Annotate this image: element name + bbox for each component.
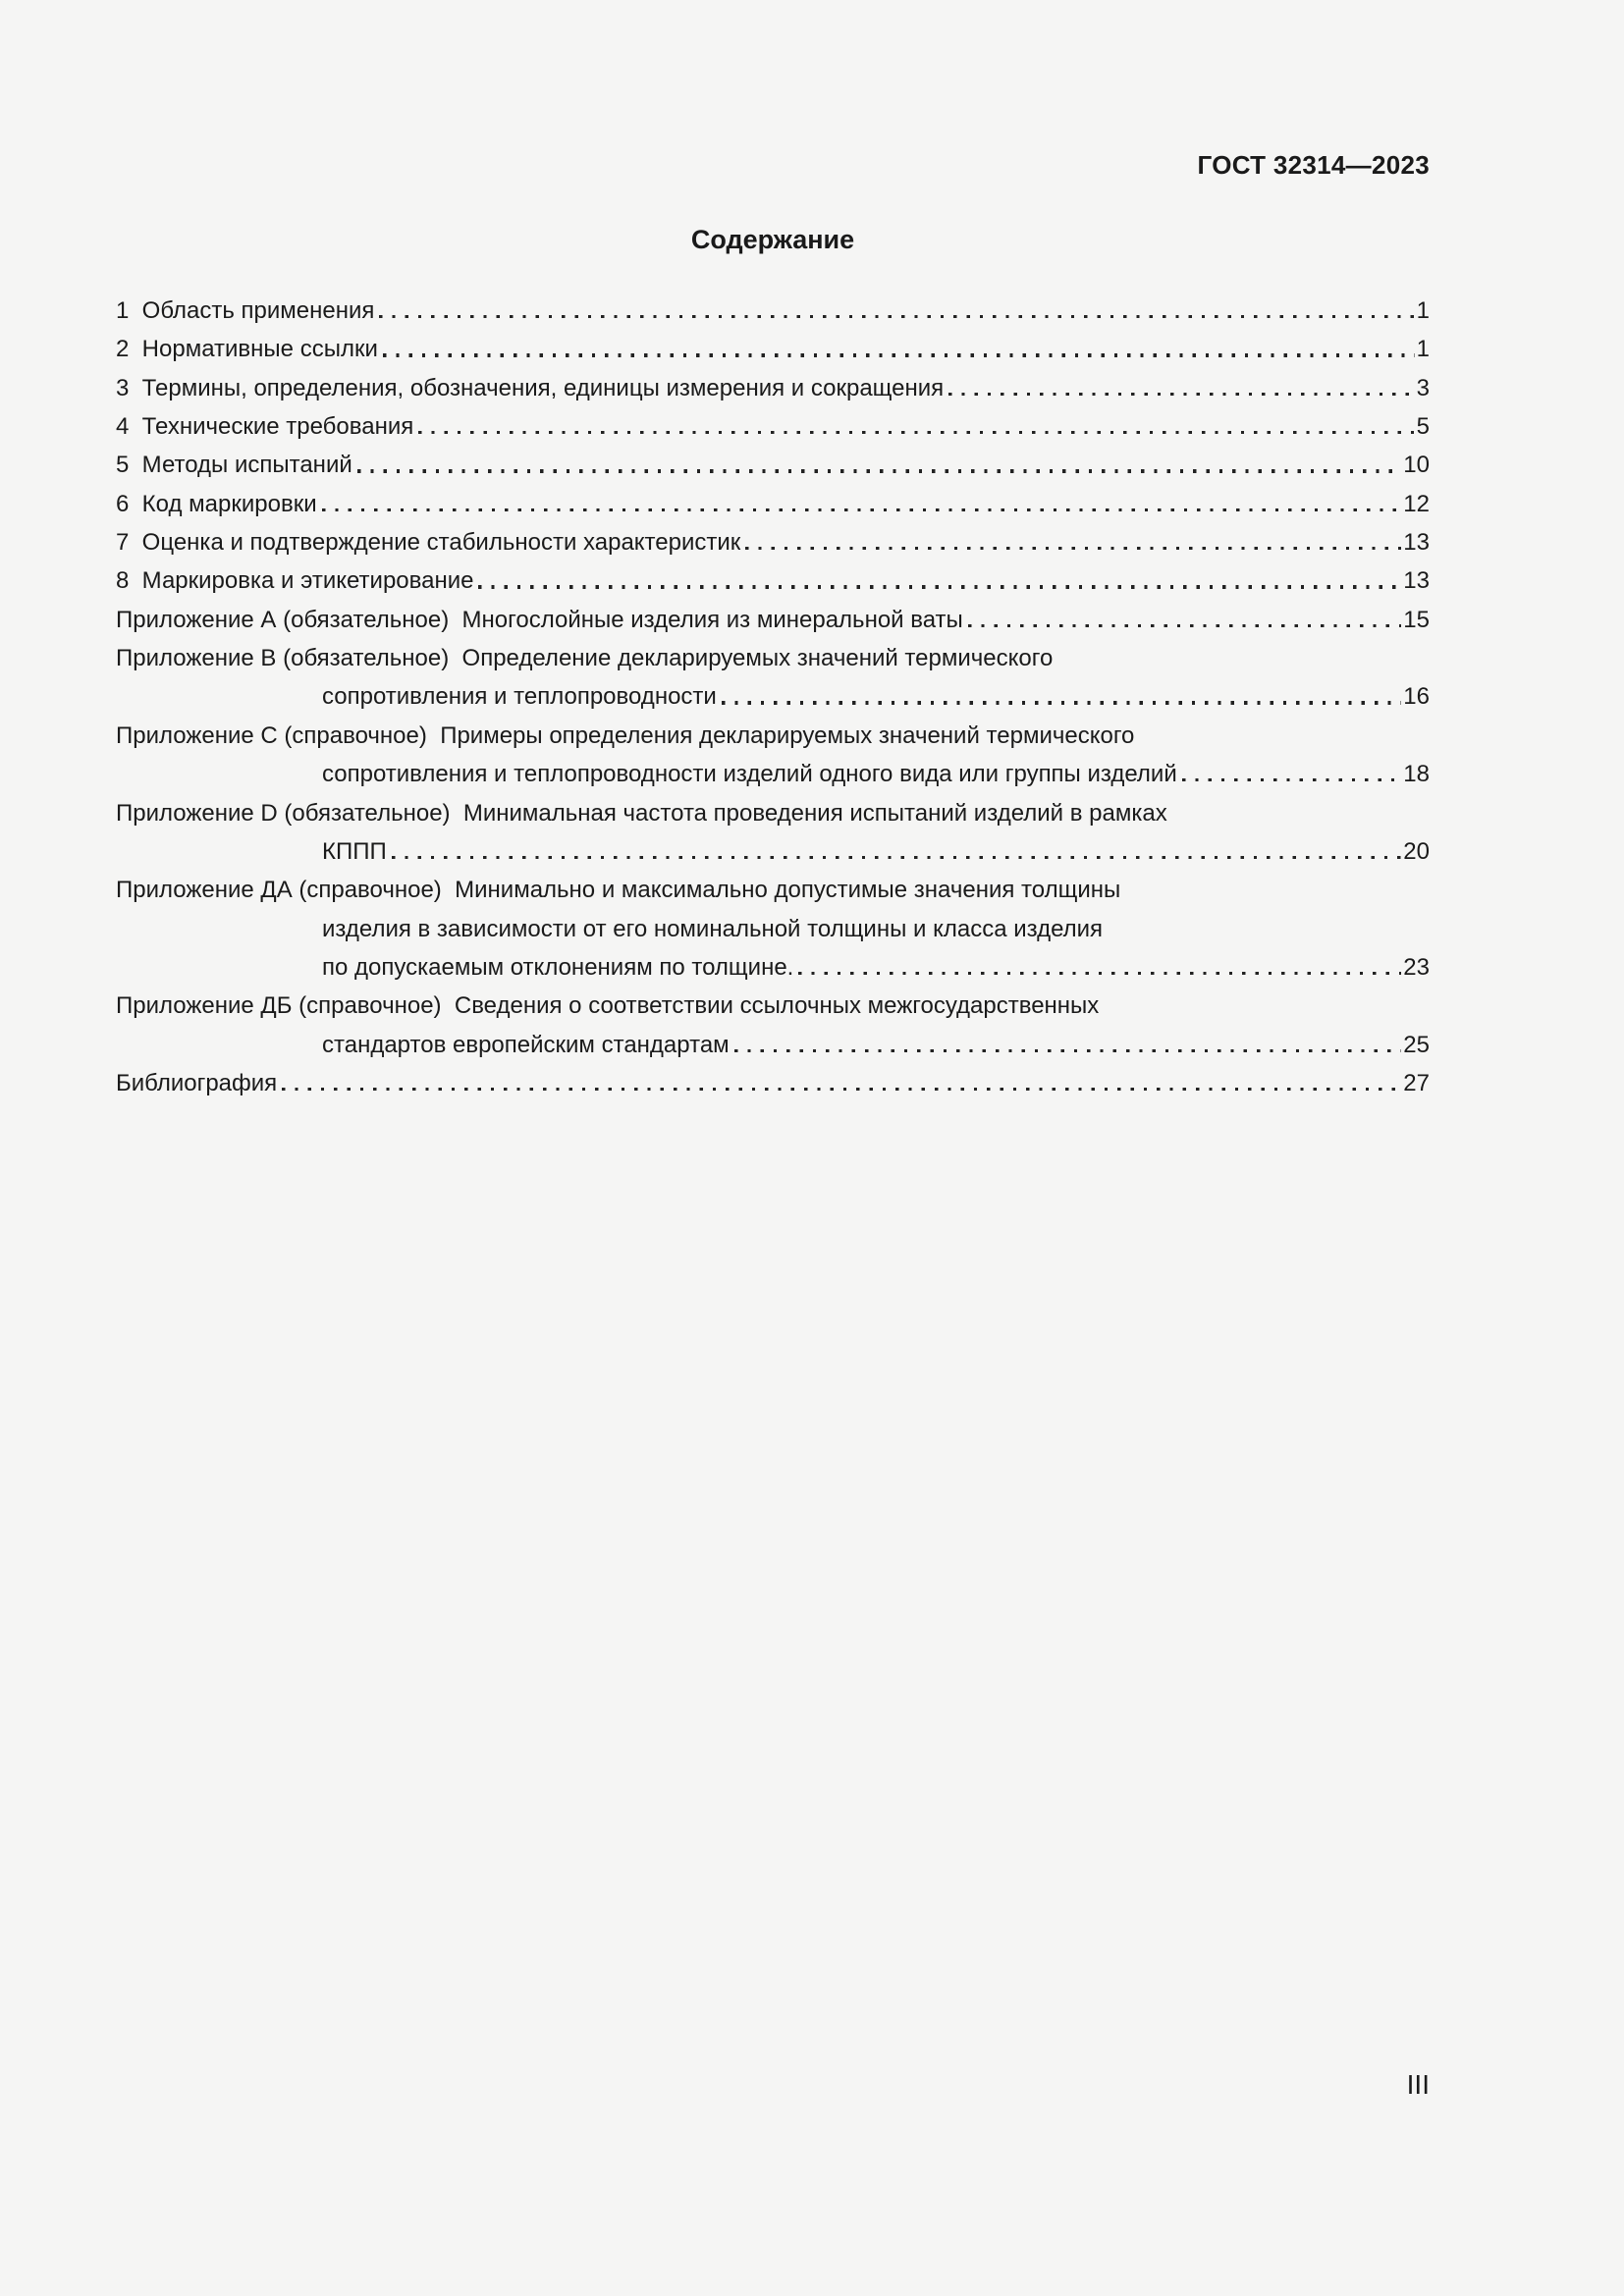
toc-entry-text: сопротивления и теплопроводности <box>322 683 717 711</box>
dot-leader <box>478 585 1401 588</box>
toc-page-number: 1 <box>1416 336 1430 363</box>
toc-page-number: 18 <box>1403 761 1430 788</box>
dot-leader <box>1182 778 1402 781</box>
toc-entry-text: по допускаемым отклонениям по толщине. <box>322 953 794 981</box>
dot-leader <box>734 1049 1402 1052</box>
toc-entry-text: 4 Технические требования <box>116 413 414 441</box>
toc-entry-text: Приложение С (справочное) Примеры определения декларируемых значений термического <box>116 721 1135 749</box>
dot-leader <box>745 547 1401 550</box>
toc-page-number: 1 <box>1416 297 1430 325</box>
toc-page-number: 15 <box>1403 606 1430 633</box>
toc-page-number: 5 <box>1416 413 1430 441</box>
dot-leader <box>798 972 1401 975</box>
toc-entry-text: Приложение ДА (справочное) Минимально и максимально допустимые значения толщины <box>116 877 1121 904</box>
dot-leader <box>722 701 1401 704</box>
toc-entry <box>116 828 1430 866</box>
toc-page-number: 13 <box>1403 567 1430 595</box>
toc-entry-text: 7 Оценка и подтверждение стабильности характеристик <box>116 529 741 557</box>
toc-entry <box>116 518 1430 557</box>
toc-entry-text: 3 Термины, определения, обозначения, единицы измерения и сокращения <box>116 374 945 401</box>
toc-entry <box>116 287 1430 325</box>
dot-leader <box>383 353 1415 356</box>
toc-entry-text: Приложение ДБ (справочное) Сведения о соответствии ссылочных межгосударственных <box>116 992 1100 1020</box>
toc-entry <box>116 750 1430 788</box>
dot-leader <box>322 508 1402 511</box>
toc-entry <box>116 1021 1430 1059</box>
dot-leader <box>418 431 1414 434</box>
toc-entry <box>116 557 1430 595</box>
toc-entry <box>116 402 1430 441</box>
dot-leader <box>948 393 1415 396</box>
dot-leader <box>379 315 1414 318</box>
toc-entry-text: сопротивления и теплопроводности изделий одного вида или группы изделий <box>322 761 1177 788</box>
toc-entry <box>116 634 1430 672</box>
toc-page-number: 12 <box>1403 490 1430 517</box>
toc-page-number: 27 <box>1403 1069 1430 1096</box>
toc-entry <box>116 325 1430 363</box>
toc-entry <box>116 943 1430 982</box>
toc-entry-text: 2 Нормативные ссылки <box>116 336 378 363</box>
dot-leader <box>282 1088 1401 1091</box>
toc-entry <box>116 905 1430 943</box>
toc-entry <box>116 712 1430 750</box>
toc-entry-text: Приложение В (обязательное) Определение декларируемых значений термического <box>116 645 1054 672</box>
toc-entry <box>116 480 1430 518</box>
toc-page-number: 25 <box>1403 1031 1430 1058</box>
toc-entry-text: изделия в зависимости от его номинальной толщины и класса изделия <box>322 915 1104 942</box>
toc-entry-text: 8 Маркировка и этикетирование <box>116 567 474 595</box>
toc-page-number: 23 <box>1403 953 1430 981</box>
toc-entry-text: КППП <box>322 837 387 865</box>
toc-entry-text: Библиография <box>116 1069 278 1096</box>
dot-leader <box>357 469 1402 472</box>
toc-entry-text: Приложение D (обязательное) Минимальная частота проведения испытаний изделий в рамках <box>116 799 1167 827</box>
toc-entry <box>116 672 1430 711</box>
toc-entry <box>116 441 1430 479</box>
dot-leader <box>392 856 1402 859</box>
toc-entry <box>116 982 1430 1020</box>
toc-entry <box>116 866 1430 904</box>
toc-entry <box>116 596 1430 634</box>
toc-entry <box>116 788 1430 827</box>
toc-entry-text: 1 Область применения <box>116 297 375 325</box>
toc-entry <box>116 1059 1430 1097</box>
toc-page-number: 16 <box>1403 683 1430 711</box>
toc-entry <box>116 364 1430 402</box>
toc-entry-text: 5 Методы испытаний <box>116 452 352 479</box>
toc-page-number: 3 <box>1416 374 1430 401</box>
page-title: Содержание <box>690 225 855 254</box>
standard-designation: ГОСТ 32314—2023 <box>1197 150 1430 180</box>
toc-entry-text: 6 Код маркировки <box>116 490 317 517</box>
toc-entry-text: стандартов европейским стандартам <box>322 1031 730 1058</box>
page-number: III <box>1406 2069 1430 2100</box>
toc-entry-text: Приложение А (обязательное) Многослойные изделия из минеральной ваты <box>116 606 963 633</box>
toc-page-number: 10 <box>1403 452 1430 479</box>
dot-leader <box>968 624 1402 627</box>
table-of-contents <box>116 287 1430 1097</box>
toc-page-number: 20 <box>1403 837 1430 865</box>
toc-page-number: 13 <box>1403 529 1430 557</box>
